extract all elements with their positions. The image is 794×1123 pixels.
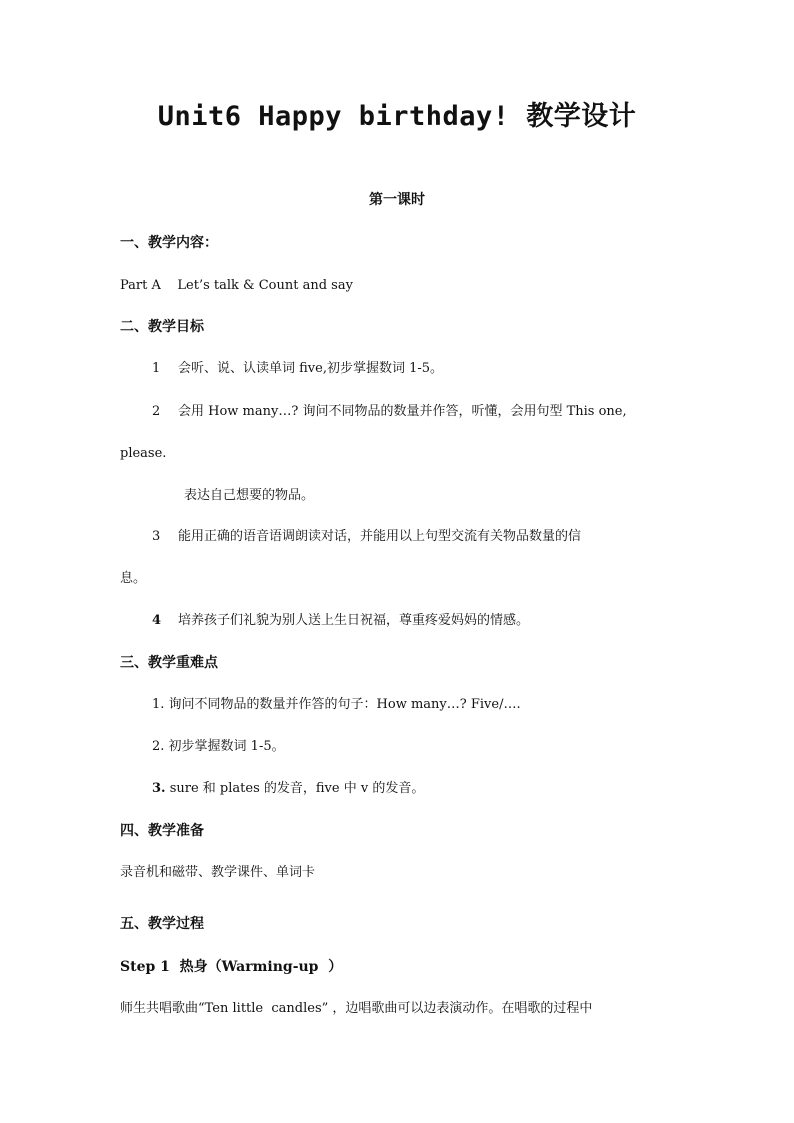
goal-4 [152,612,529,630]
step-1-text: 师生共唱歌曲“Ten little candles” ，边唱歌曲可以边表演动作。在唱歌的过程中 [120,1001,593,1016]
goal-3-number: 3 [152,529,161,544]
goal-4-text: 培养孩子们礼貌为别人送上生日祝福，尊重疼爱妈妈的情感。 [178,613,530,628]
goal-3 [152,528,581,546]
goal-2-continuation: please. [120,446,167,461]
goals-heading: 二、教学目标 [120,319,204,335]
keypoint-1: 1. 询问不同物品的数量并作答的句子：How many…? Five/…. [152,697,521,712]
lesson-subtitle: 第一课时 [369,192,425,208]
process-heading: 五、教学过程 [120,916,204,932]
keypoint-3-text: sure 和 plates 的发音，five 中 v 的发音。 [165,781,425,796]
goal-2-number: 2 [152,404,161,419]
goal-4-number: 4 [152,613,162,628]
prep-text: 录音机和磁带、教学课件、单词卡 [120,865,316,880]
keypoints-heading: 三、教学重难点 [120,655,218,671]
document-title: Unit6 Happy birthday! 教学设计 [157,101,637,132]
goal-2 [152,403,627,421]
goal-1-text: 会听、说、认读单词 five,初步掌握数词 1-5。 [178,361,444,376]
goal-3-continuation: 息。 [120,571,147,586]
keypoint-3 [152,780,424,798]
goal-1-number: 1 [152,361,161,376]
goal-2-text: 会用 How many…? 询问不同物品的数量并作答，听懂，会用句型 This one, [178,404,627,419]
content-text: Part A Let’s talk & Count and say [120,278,353,293]
prep-heading: 四、教学准备 [120,823,204,839]
keypoint-3-number: 3. [152,781,166,796]
goal-2-continuation-2: 表达自己想要的物品。 [184,488,315,503]
goal-3-text: 能用正确的语音语调朗读对话，并能用以上句型交流有关物品数量的信 [178,529,582,544]
content-heading: 一、教学内容： [120,235,218,251]
keypoint-2: 2. 初步掌握数词 1-5。 [152,739,285,754]
step-1-heading: Step 1 热身（Warming-up ） [120,959,343,975]
goal-1 [152,360,443,378]
